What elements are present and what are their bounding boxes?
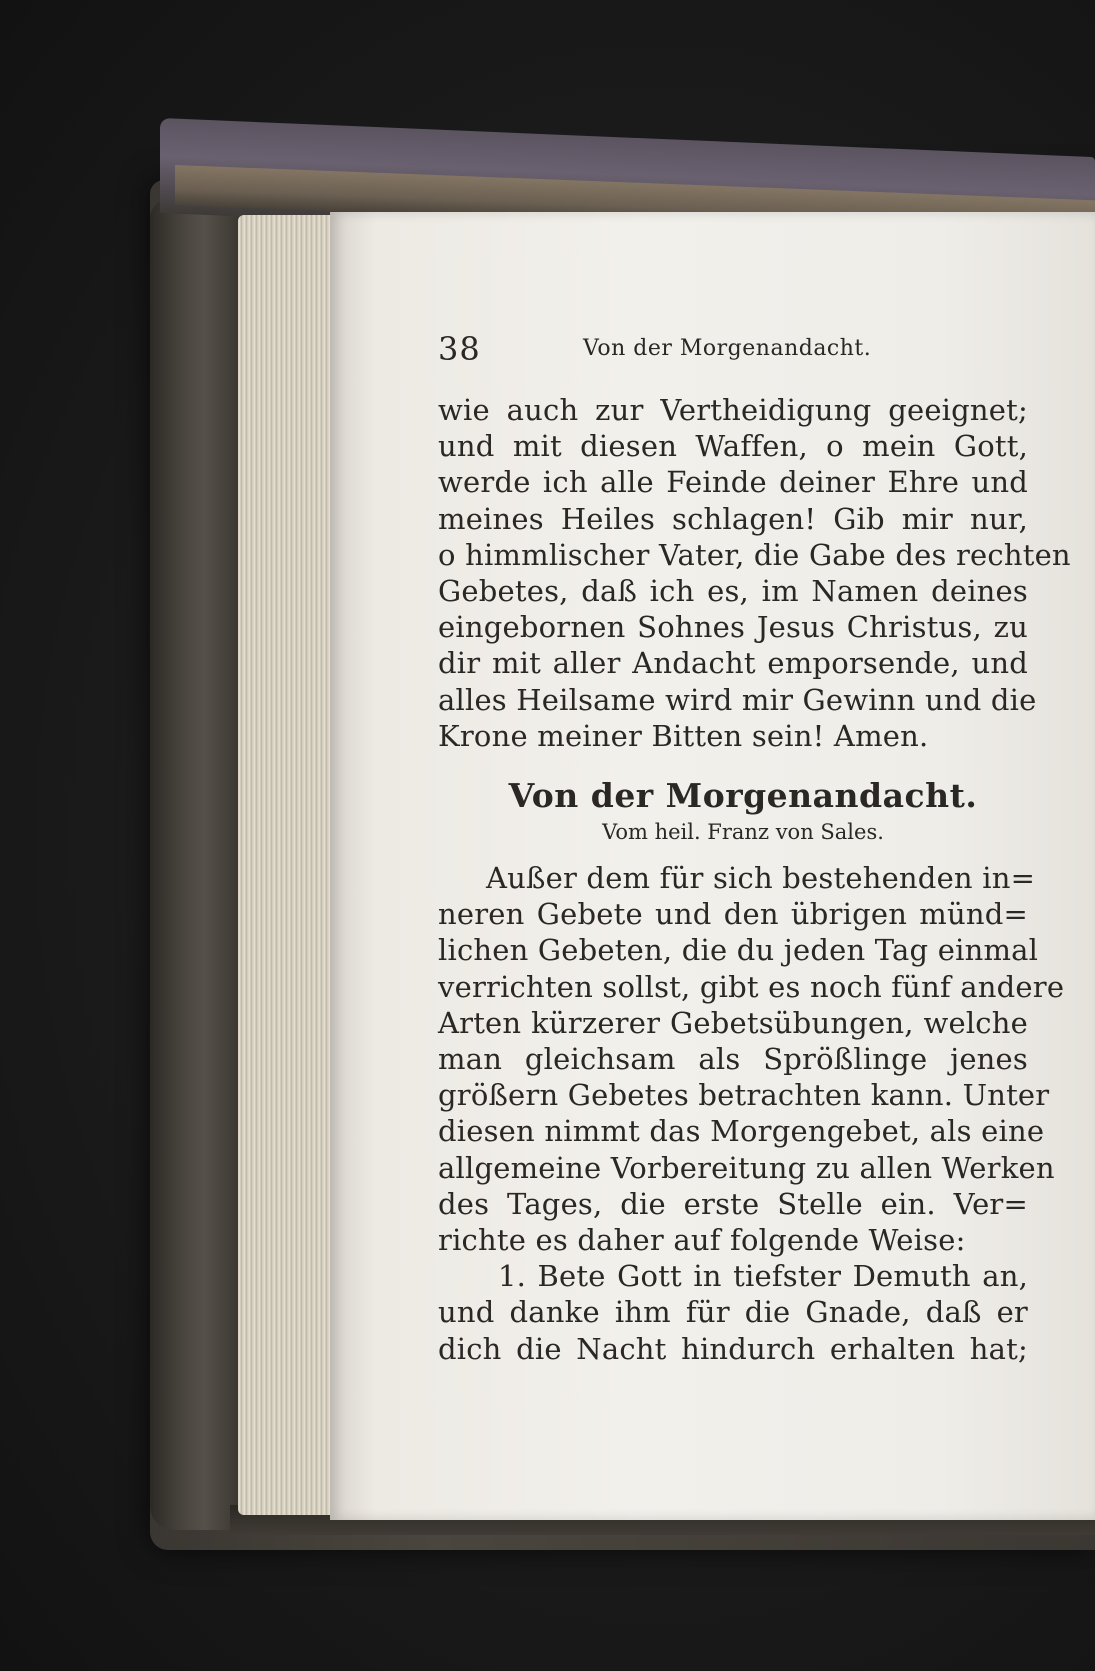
text-line: verrichten sollst, gibt es noch fünf andere [438, 969, 1065, 1004]
text-line: größern Gebetes betrachten kann. Unter [438, 1078, 1050, 1113]
page-text [438, 330, 1071, 1367]
text-line: des Tages, die erste Stelle ein. Ver= [438, 1186, 1028, 1221]
text-line: diesen nimmt das Morgengebet, als eine [438, 1114, 1045, 1149]
page-number: 38 [438, 330, 481, 368]
text-line: meines Heiles schlagen! Gib mir nur, [438, 501, 1028, 536]
text-line: Arten kürzerer Gebetsübungen, welche [438, 1005, 1028, 1040]
text-line: werde ich alle Feinde deiner Ehre und [438, 465, 1028, 500]
body-paragraph [438, 860, 1065, 1258]
text-line: neren Gebete und den übrigen münd= [438, 897, 1028, 932]
text-line: man gleichsam als Sprößlinge jenes [438, 1042, 1028, 1077]
text-line: wie auch zur Vertheidigung geeignet; [438, 393, 1028, 427]
text-line: richte es daher auf folgende Weise: [438, 1223, 966, 1258]
text-line: 1. Bete Gott in tiefster Demuth an, [498, 1259, 1028, 1294]
text-line: Gebetes, daß ich es, im Namen deines [438, 574, 1028, 609]
section-subtitle: Vom heil. Franz von Sales. [602, 820, 884, 845]
text-line: dir mit aller Andacht emporsende, und [438, 646, 1028, 681]
text-line: und mit diesen Waffen, o mein Gott, [438, 429, 1028, 464]
running-head [438, 330, 1028, 370]
text-line: Krone meiner Bitten sein! Amen. [438, 718, 929, 753]
text-line: und danke ihm für die Gnade, daß er [438, 1295, 1028, 1330]
text-line: Außer dem für sich bestehenden in= [486, 861, 1036, 896]
intro-paragraph [438, 392, 1071, 754]
text-line: eingebornen Sohnes Jesus Christus, zu [438, 610, 1028, 645]
text-line: lichen Gebeten, die du jeden Tag einmal [438, 933, 1039, 968]
section-title: Von der Morgenandacht. [508, 776, 978, 816]
text-line: allgemeine Vorbereitung zu allen Werken [438, 1150, 1055, 1185]
text-line: o himmlischer Vater, die Gabe des rechten [438, 537, 1071, 572]
text-line: dich die Nacht hindurch erhalten hat; [438, 1331, 1028, 1366]
book-spine [150, 200, 240, 1530]
text-line: alles Heilsame wird mir Gewinn und die [438, 682, 1037, 717]
numbered-paragraph [438, 1258, 1028, 1367]
running-title: Von der Morgenandacht. [583, 336, 872, 361]
